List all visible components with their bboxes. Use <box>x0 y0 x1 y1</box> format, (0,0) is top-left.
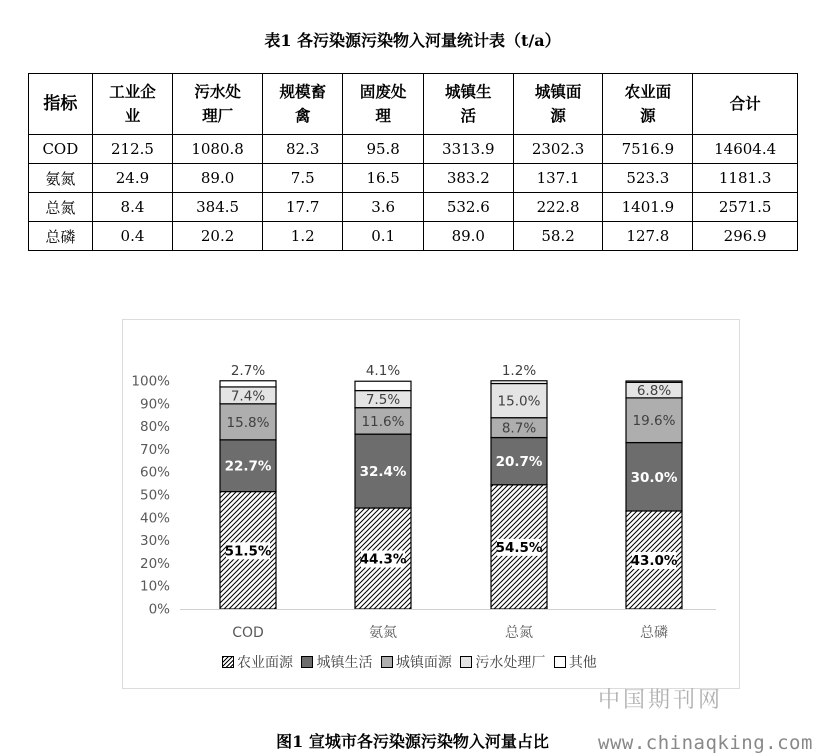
table-cell: 8.4 <box>92 193 172 222</box>
table-cell: 7516.9 <box>603 135 693 164</box>
x-tick-label: 氨氮 <box>369 625 397 641</box>
table-row <box>29 164 798 193</box>
header-cell: 固废处 理 <box>343 74 423 135</box>
header-cell: 城镇生 活 <box>423 74 513 135</box>
y-tick-label: 40% <box>139 510 170 527</box>
header-cell: 规模畜 禽 <box>262 74 342 135</box>
table-cell: 523.3 <box>603 164 693 193</box>
y-axis <box>131 374 170 618</box>
table-header-row <box>29 74 798 135</box>
bar-segment <box>626 381 682 382</box>
watermark-site-name: 中国期刊网 <box>598 688 724 713</box>
table-cell: 1080.8 <box>173 135 263 164</box>
legend-item: 污水处理厂 <box>460 652 545 672</box>
watermark-url: www.chinaqking.com <box>598 732 813 754</box>
y-tick-label: 20% <box>139 555 170 572</box>
x-tick-label: 总磷 <box>640 625 668 641</box>
table-row <box>29 135 798 164</box>
table-cell: 1181.3 <box>693 164 798 193</box>
table-cell: 384.5 <box>173 193 263 222</box>
bar-segment <box>355 381 411 390</box>
data-label: 7.5% <box>365 392 401 409</box>
data-label: 30.0% <box>630 469 678 486</box>
data-label: 7.4% <box>230 388 266 405</box>
stacked-bar-chart <box>123 320 739 688</box>
x-axis <box>180 610 716 642</box>
table-cell: 3.6 <box>343 193 423 222</box>
x-tick-label: 总氮 <box>505 625 533 641</box>
table-cell: 137.1 <box>513 164 603 193</box>
data-label: 1.2% <box>501 362 537 379</box>
table-cell: 2571.5 <box>693 193 798 222</box>
header-cell: 农业面 源 <box>603 74 693 135</box>
data-label: 19.6% <box>632 413 676 430</box>
header-cell: 合计 <box>693 74 798 135</box>
legend-item: 城镇面源 <box>381 652 452 672</box>
figure-caption: 图1 宣城市各污染源污染物入河量占比 <box>276 732 549 751</box>
data-label: 22.7% <box>224 458 272 475</box>
y-tick-label: 0% <box>148 601 170 618</box>
table-cell: 296.9 <box>693 222 798 251</box>
table-cell: COD <box>29 135 93 164</box>
table-cell: 1401.9 <box>603 193 693 222</box>
data-label: 8.7% <box>501 420 537 437</box>
header-cell: 指标 <box>29 74 93 135</box>
x-tick-label: COD <box>232 625 264 641</box>
table-cell: 532.6 <box>423 193 513 222</box>
table-cell: 0.4 <box>92 222 172 251</box>
table-row <box>29 193 798 222</box>
y-tick-label: 90% <box>139 396 170 413</box>
table-cell: 222.8 <box>513 193 603 222</box>
bar-segment <box>491 381 547 384</box>
pollutant-table <box>28 73 798 251</box>
table-cell: 58.2 <box>513 222 603 251</box>
legend-swatch-light <box>460 656 472 668</box>
table-cell: 95.8 <box>343 135 423 164</box>
y-tick-label: 10% <box>139 578 170 595</box>
data-label: 20.7% <box>495 454 543 471</box>
data-label: 44.3% <box>359 551 407 568</box>
table-cell: 2302.3 <box>513 135 603 164</box>
header-cell: 城镇面 源 <box>513 74 603 135</box>
data-label: 15.8% <box>226 414 270 431</box>
y-tick-label: 100% <box>131 373 170 390</box>
table-cell: 3313.9 <box>423 135 513 164</box>
data-label: 2.7% <box>230 362 266 379</box>
table-cell: 127.8 <box>603 222 693 251</box>
bar-segment <box>220 381 276 387</box>
table-row <box>29 222 798 251</box>
data-label: 51.5% <box>224 543 272 560</box>
data-label: 32.4% <box>359 464 407 481</box>
y-tick-label: 70% <box>139 441 170 458</box>
table-cell: 89.0 <box>173 164 263 193</box>
table-cell: 212.5 <box>92 135 172 164</box>
data-label: 11.6% <box>361 413 405 430</box>
table-cell: 0.1 <box>343 222 423 251</box>
chart-legend <box>222 652 642 672</box>
bar-stacks <box>220 363 682 609</box>
table-cell: 总磷 <box>29 222 93 251</box>
data-label: 54.5% <box>495 539 543 556</box>
table-title: 表1 各污染源污染物入河量统计表（t/a） <box>264 31 561 50</box>
table-cell: 14604.4 <box>693 135 798 164</box>
y-tick-label: 80% <box>139 419 170 436</box>
legend-swatch-mid <box>381 656 393 668</box>
table-cell: 7.5 <box>262 164 342 193</box>
table-cell: 氨氮 <box>29 164 93 193</box>
legend-swatch-dark <box>301 656 313 668</box>
data-label: 43.0% <box>630 552 678 569</box>
legend-item: 农业面源 <box>222 652 293 672</box>
header-cell: 工业企 业 <box>92 74 172 135</box>
data-label: 6.8% <box>636 383 672 400</box>
table-cell: 总氮 <box>29 193 93 222</box>
table-cell: 24.9 <box>92 164 172 193</box>
y-tick-label: 60% <box>139 464 170 481</box>
y-tick-label: 50% <box>139 487 170 504</box>
chart-area <box>122 319 740 689</box>
table-cell: 89.0 <box>423 222 513 251</box>
table-cell: 1.2 <box>262 222 342 251</box>
legend-swatch-white <box>554 656 566 668</box>
legend-item: 其他 <box>554 652 597 672</box>
data-label: 15.0% <box>497 393 541 410</box>
header-cell: 污水处 理厂 <box>173 74 263 135</box>
table-cell: 82.3 <box>262 135 342 164</box>
legend-swatch-hatched <box>222 656 234 668</box>
table-cell: 17.7 <box>262 193 342 222</box>
table-cell: 16.5 <box>343 164 423 193</box>
table-cell: 383.2 <box>423 164 513 193</box>
y-tick-label: 30% <box>139 533 170 550</box>
table-cell: 20.2 <box>173 222 263 251</box>
data-label: 4.1% <box>365 363 401 380</box>
legend-item: 城镇生活 <box>301 652 372 672</box>
